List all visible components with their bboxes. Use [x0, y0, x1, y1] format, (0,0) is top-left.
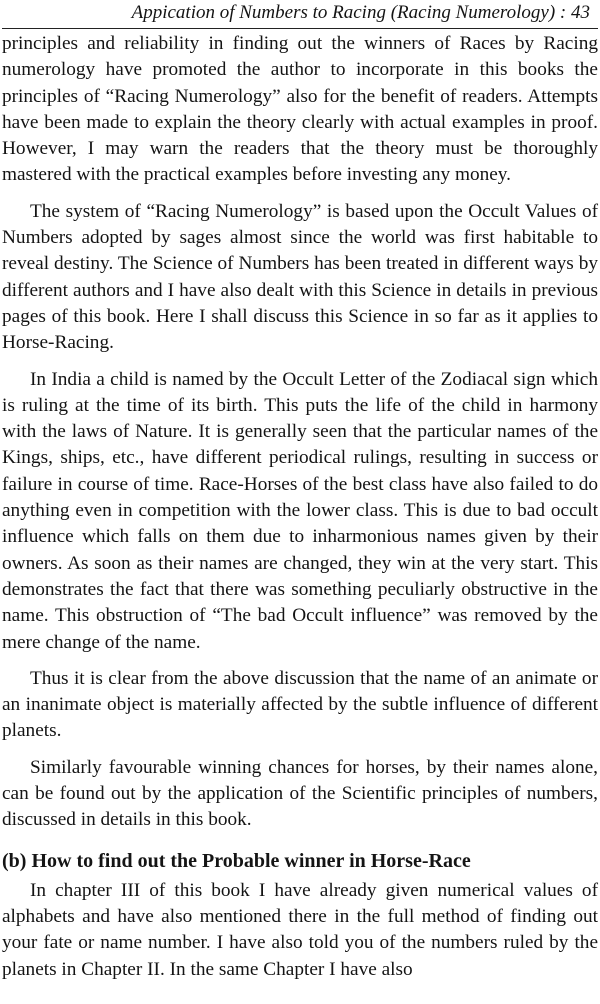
section-marker: (b) [2, 849, 27, 872]
paragraph: principles and reliability in finding out the winners of Races by Racing numerology have promoted the author to incorporate in this books the principles of “Racing Numerology” also for the benefit of readers. Attempts have been made to explain the theory clearly with actual examples in proof. However, I may warn the readers that the theory must be thoroughly mastered with the practical examples before investing any money. [2, 33, 598, 186]
paragraph: In chapter III of this book I have already given numerical values of alphabets and have also mentioned there in the full method of finding out your fate or name number. I have also told you of the numbers ruled by the planets in Chapter II. In the same Chapter I have also [2, 879, 598, 980]
paragraph: Thus it is clear from the above discussion that the name of an animate or an inanimate object is materially affected by the subtle influence of different planets. [2, 667, 598, 742]
running-title: Appication of Numbers to Racing (Racing Numerology) : 43 [131, 2, 590, 23]
body-text [2, 31, 598, 983]
paragraph: In India a child is named by the Occult Letter of the Zodiacal sign which is ruling at the time of its birth. This puts the life of the child in harmony with the laws of Nature. It is generally seen that the particular names of the Kings, ships, etc., have different periodical rulings, resulting in success or failure in course of time. Race-Horses of the best class have also failed to do anything even in competition with the lower class. This is due to bad occult influence which falls on them due to inharmonious names given by their owners. As soon as their names are changed, they win at the very start. This demonstrates the fact that there was something peculiarly obstructive in the name. This obstruction of “The bad Occult influence” was removed by the mere change of the name. [2, 368, 598, 653]
paragraph: Similarly favourable winning chances for horses, by their names alone, can be found out by the application of the Scientific principles of numbers, discussed in details in this book. [2, 756, 598, 831]
section-title: How to find out the Probable winner in Horse-Race [31, 849, 471, 872]
running-header [2, 0, 598, 29]
paragraph: The system of “Racing Numerology” is based upon the Occult Values of Numbers adopted by sages almost since the world was first habitable to reveal destiny. The Science of Numbers has been treated in different ways by different authors and I have also dealt with this Science in details in previous pages of this book. Here I shall discuss this Science in so far as it applies to Horse-Racing. [2, 200, 598, 354]
section-heading [2, 848, 598, 874]
